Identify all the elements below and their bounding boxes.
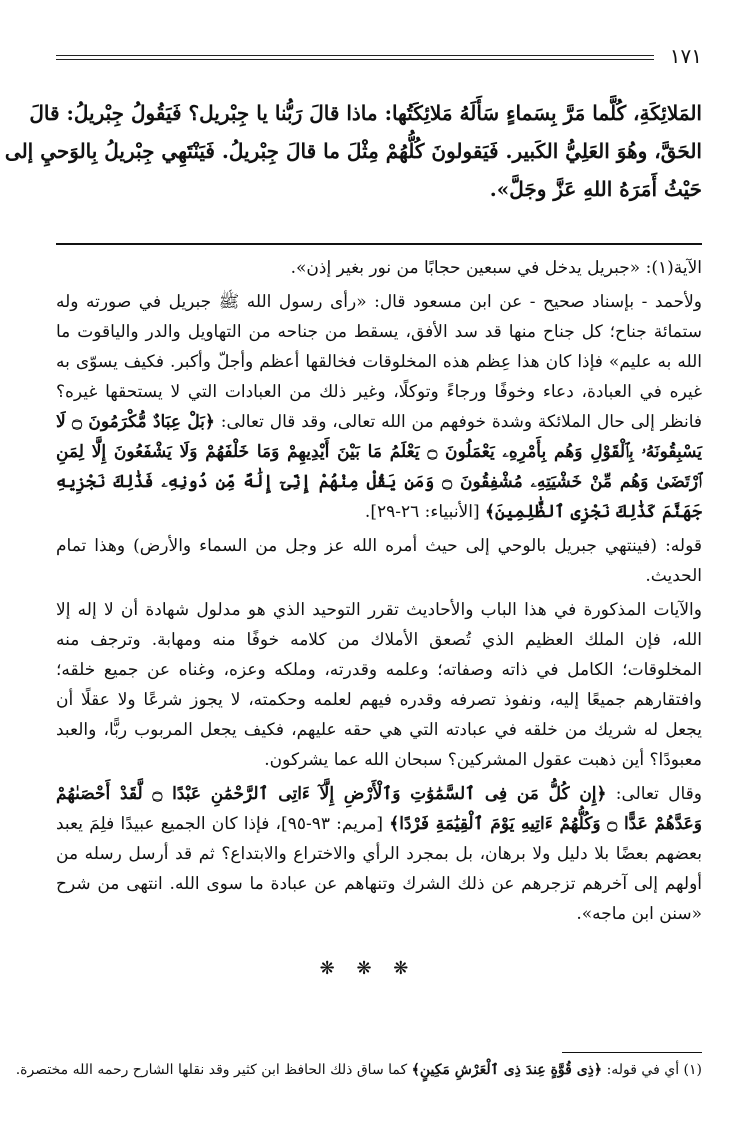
hadith-line: الحَقَّ، وهُوَ العَلِيُّ الكَبير. فَيَقولونَ كُلُّهُمْ مِثْلَ ما قالَ جِبْريلُ. فَيَنْتَهِي جِبْريلُ بِالوَحيِ إلى [4, 139, 702, 163]
commentary [56, 253, 702, 933]
verse-reference: [الأنبياء: ٢٦-٢٩]. [364, 502, 480, 522]
commentary-paragraph [56, 531, 702, 591]
page-number: ١٧١ [669, 44, 702, 68]
commentary-paragraph [56, 595, 702, 775]
ahmad-narration: ولأحمد - بإسناد صحيح - عن ابن مسعود قال: «رأى رسول الله ﷺ جبريل في صورته وله ستمائة جناح؛ كل جناح منها قد سد الأفق، يسقط من جناحه من التهاويل والدر والياقوت ما الله به عليم» فإذا كان هذا عِظم هذه المخلوقات فخالقها أعظم وأجلّ وأكبر. فكيف يسوّى به غيره في العبادة، دعاء وخوفًا ورجاءً وتوكلًا، وغير ذلك من العبادات التي لا يستحقها غيره؟ فانظر إلى حال الملائكة وشدة خوفهم من الله تعالى، وقد قال تعالى: [56, 292, 703, 432]
commentary-paragraph [56, 779, 702, 929]
footnote [15, 1058, 702, 1082]
hadith-text [4, 94, 702, 208]
section-divider [56, 243, 702, 245]
tawhid-explanation: والآيات المذكورة في هذا الباب والأحاديث تقرر التوحيد الذي هو مدلول شهادة أن لا إله إلا الله، فإن الملك العظيم الذي تُصعق الأملاك من كلامه خوفًا منه ومهابة. وترجف منه المخلوقات؛ الكامل في ذاته وصفاته؛ وعلمه وقدرته، وملكه وعزه، وغناه عن جميع خلقه؛ وافتقارهم جميعًا إليه، ونفوذ تصرفه وقدره فيهم لعلمه وحكمته، لا يجوز شرعًا ولا عقلًا أن يجعل له شريك من خلقه في عبادته التي هي حقه عليهم، فكيف يجعل المربوب ربًّا، والعبد معبودًا؟ أين ذهبت عقول المشركين؟ سبحان الله عما يشركون. [56, 600, 702, 770]
header-rule [56, 55, 654, 60]
hadith-line: المَلائِكَةِ، كُلَّما مَرَّ بِسَماءٍ سَأَلَهُ مَلائِكَتُها: ماذا قالَ رَبُّنا يا جِبْريل؟ فَيَقُولُ جِبْريلُ: قالَ [29, 101, 702, 125]
commentary-paragraph [56, 253, 702, 283]
footnote-quran: ﴿ذِى قُوَّةٍ عِندَ ذِى ٱلْعَرْشِ مَكِينٍ﴾ [411, 1062, 603, 1078]
closing-text: [مريم: ٩٣-٩٥]، فإذا كان الجميع عبيدًا فلِمَ يعبد بعضهم بعضًا بلا دليل ولا برهان، بل بمجرد الرأي والاختراع والابتداع؟ ثم قد أرسل رسله من أولهم إلى آخرهم تزجرهم عن ذلك الشرك وتنهاهم عن عبادة ما سوى الله. انتهى من شرح «سنن ابن ماجه». [56, 814, 702, 924]
hadith-line: حَيْثُ أَمَرَهُ اللهِ عَزَّ وجَلَّ». [489, 177, 702, 201]
footnote-label: (١) أي في قوله: [606, 1062, 702, 1078]
quran-verse-anbiya: ﴿بَلْ عِبَادٌ مُّكْرَمُونَ ۝ لَا يَسْبِقُونَهُۥ بِٱلْقَوْلِ وَهُم بِأَمْرِهِۦ يَعْمَلُونَ ۝ يَعْلَمُ مَا بَيْنَ أَيْدِيهِمْ وَمَا خَلْفَهُمْ وَلَا يَشْفَعُونَ إِلَّا لِمَنِ ٱرْتَضَىٰ وَهُم مِّنْ خَشْيَتِهِۦ مُشْفِقُونَ ۝ وَمَن يَقُلْ مِنْهُمْ إِنِّىٓ إِلَٰهٌ مِّن دُونِهِۦ فَذَٰلِكَ نَجْزِيهِ جَهَنَّمَ كَذَٰلِكَ نَجْزِى ٱلظَّٰلِمِينَ﴾ [56, 412, 702, 522]
section-separator-stars: ❋ ❋ ❋ [319, 958, 417, 979]
footnote-text: كما ساق ذلك الحافظ ابن كثير وقد نقلها الشارح رحمه الله مختصرة. [15, 1062, 408, 1078]
page-header [56, 44, 702, 70]
quran-verse-maryam: ﴿إِن كُلُّ مَن فِى ٱلسَّمَٰوَٰتِ وَٱلْأَرْضِ إِلَّآ ءَاتِى ٱلرَّحْمَٰنِ عَبْدًا ۝ لَّقَدْ أَحْصَىٰهُمْ وَعَدَّهُمْ عَدًّا ۝ وَكُلُّهُمْ ءَاتِيهِ يَوْمَ ٱلْقِيَٰمَةِ فَرْدًا﴾ [56, 784, 703, 834]
verse-note: الآية(١): «جبريل يدخل في سبعين حجابًا من نور بغير إذن». [290, 258, 702, 278]
hadith-ending-note: قوله: (فينتهي جبريل بالوحي إلى حيث أمره الله عز وجل من السماء والأرض) وهذا تمام الحديث. [56, 536, 702, 586]
commentary-paragraph [56, 287, 702, 527]
verse-intro: وقال تعالى: [615, 784, 702, 804]
footnote-rule [562, 1052, 702, 1053]
